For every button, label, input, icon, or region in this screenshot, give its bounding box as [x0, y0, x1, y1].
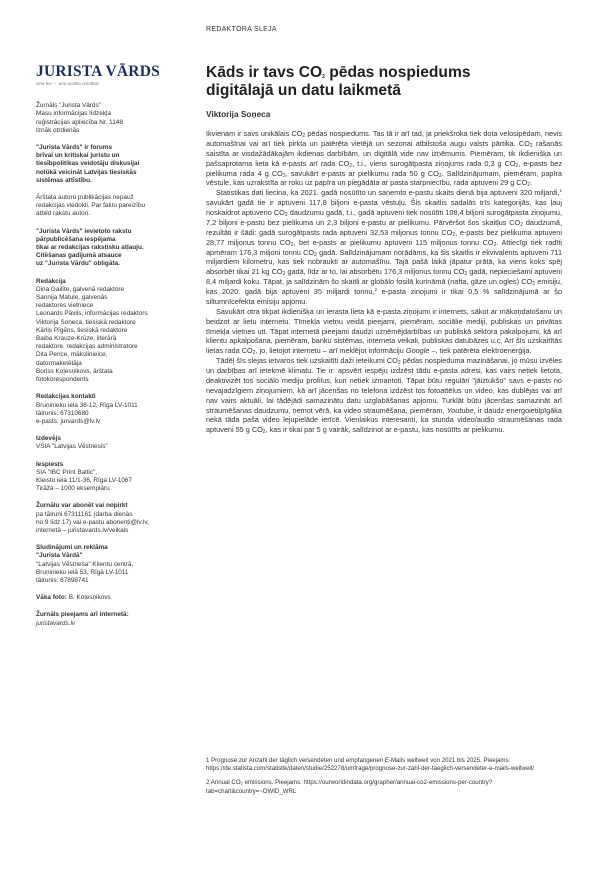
staff-line: Boriss Koļesņikovs, ārštata [36, 367, 113, 375]
cover-photo-label: Vāka foto: [36, 594, 67, 602]
opinion-line: atbild rakstu autori. [36, 210, 90, 218]
staff-line: Leonards Pāvils, informācijas redaktors [36, 310, 148, 318]
article-body [206, 129, 562, 435]
forum-line: brīvai un kritiskai juristu un [36, 152, 120, 160]
ads-line: "Latvijas Vēstneša" Klientu centrā, [36, 560, 134, 568]
publisher-line: VSIA "Latvijas Vēstnesis" [36, 443, 108, 451]
staff-line: Kārlis Pīgēns, tiesiskā redaktore [36, 326, 128, 334]
online-title: Žurnāls pieejams arī internetā: [36, 611, 129, 619]
staff-line: Viktorija Soņeca, tiesiskā redaktore [36, 318, 136, 326]
staff-line: Sannija Matule, galvenās [36, 294, 108, 302]
ads-line: "Jurista Vārdā" [36, 552, 83, 560]
forum-line: nolūkā veicināt Latvijas tiesiskās [36, 168, 137, 176]
paragraph: Savukārt otra tikpat ikdienišķa un ierasta lieta kā e-pasta ziņojumi ir internets, sākot ar mākoņdatošanu un beidzot ar lietu internetu. Tīmekļa vietņu veidā pieejami, piemēram, sociālie mediji, publiskas un privātas tīmekļa vietnes utt. Tāpat internetā pieejami daudzi uzņēmējdarbības un publiskā sektora pakalpojumi, kā arī klientu apkalpošana, piemēram, banku sistēmas, interneta veikali, publiskas datubāzes u.c. Arī šīs uzskaitītās lietas rada $CO_2$, jo, lietojot internetu – arī meklējot informāciju Google –, tiek patērēta elektroenerģija. [206, 306, 562, 357]
subscribe-line: internetā – juristavards.lv/veikals [36, 526, 129, 534]
forum-line: sistēmas attīstību. [36, 176, 92, 184]
staff-line: redaktore, redakcijas administratore [36, 343, 138, 351]
contact-email[interactable]: e-pasts: jurvards@lv.lv [36, 417, 101, 425]
subscribe-line: no 9 līdz 17) vai e-pastu abonenti@lv.lv, [36, 518, 149, 526]
article-title [206, 64, 562, 100]
staff-line: redaktores vietniece [36, 302, 94, 310]
contact-line: tālrunis: 67310680 [36, 409, 89, 417]
staff-line: Baiba Krauze-Krūze, literārā [36, 335, 117, 343]
staff-line: fotokorespondents [36, 376, 89, 384]
subscription-info [36, 502, 186, 535]
footnote-2: 2 Annual CO₂ emissions. Pieejams: https://ourworldindata.org/grapher/annual-co2-emissions-per-country?tab=chart&country=~OWID_WRL [206, 779, 493, 795]
section-label: REDAKTORA SLEJA [206, 26, 277, 33]
info-line: reģistrācijas apliecība Nr. 1148 [36, 118, 123, 126]
opinion-line: Ārštata autoru publikācijas nepauž [36, 194, 134, 202]
editorial-title: Redakcija [36, 277, 66, 285]
opinion-line: redakcijas viedokli. Par faktu pareizību [36, 202, 146, 210]
info-line: Iznāk otrdienās [36, 126, 80, 134]
copyright-notice [36, 228, 186, 269]
paragraph: Statistikas dati liecina, ka 2021. gadā nosūtīto un saņemto e-pastu skaits dienā bija aptuveni 320 miljardi,$^1$ savukārt gadā tie ir aptuveni 117,8 biljoni e-pasta vēstuļu. Šis skaitlis sadalās trīs kategorijās, kas ļauj noskaidrot aptuveno $CO_2$ daudzumu gadā, t.i., gadā aptuveni tiek nosūtīti 108,4 biljoni surogātpasta ziņojumu, 7,2 biljoni e-pastu bez pielikuma un 2,3 biljoni e-pastu ar pielikumu. Pārvēršot šos skaitļus $CO_2$ daudzumā, rezultāti ir šādi: gadā surogātpasts rada aptuveni 32,53 miljonus tonnu $CO_2$, e-pasts bez pielikuma aptuveni 28,77 miljonus tonnu $CO_2$, bet e-pasts ar pielikumu aptuveni 115 miljonus tonnu $CO_2$. Attiecīgi tiek radīti apmēram 176,3 miljoni tonnu $CO_2$ gadā. Salīdzinājumam norādāms, ka šis skaitlis ir ekvivalents aptuveni 711 miljardiem kilometru, kas tiek nobraukti ar automašīnu. Tajā pašā laikā jāpatur prātā, ka viens koks spēj absorbēt tikai 21 kg $CO_2$ gadā, līdz ar to, lai absorbētu 176,3 miljonus tonnu $CO_2$ gadā, nepieciešami aptuveni 8,4 miljardi koku. Tāpat, ja salīdzinām šo skaitli ar globālo fosilā kurināmā (nafta, gāze un ogles) $CO_2$ emisiju, kas 2020. gadā bija aptuveni 35 miljardi tonnu,$^2$ e-pasta ziņojumi ir tikai 0,5 % salīdzinājumā ar šo siltumnīcefekta emisiju apjomu. [206, 188, 563, 306]
online-availability [36, 611, 186, 627]
paragraph: Tādēļ šīs slejas ietvaros tiek uzskaitīti daži ieteikumi $CO_2$ pēdas nospieduma mazināšanai, jo mūsu izvēles un darbības arī ietekmē klimatu. Tie ir: apsvērt iespēju izdzēst tādu e-pasta adresi, kas vairs netiek lietota, deaktivizēt tos sociālo mediju profilus, kuri netiek izmantoti. Tāpat būtu regulāri "jāiztukšo" savs e-pasts no nevajadzīgiem ziņojumiem, kā arī jācenšas no telefona izdzēst tos fotoattēlus un video, kas dublējas vai arī nav vairs aktuāli, lai tādējādi samazinātu datu uzglabāšanas apjomu. Turklāt būtu jācenšas samazināt arī straumēšanas daudzumu, ņemot vērā, ka video straumēšana, piemēram, Youtube, ir daudz energoietilpīgāka nekā tāda paša video lejupielāde ierīcē. Vienlaikus interesanti, ka stunda video/audio straumēšanas rada aptuveni 55 g $CO_2$, kas ir tikai par 5 g vairāk, salīdzinot ar e-pastu, kas nosūtīts ar pielikumu. [206, 356, 562, 436]
printed-line: Tirāža – 1000 eksemplāru [36, 485, 110, 493]
copyright-line: tikai ar redakcijas rakstisku atļauju. [36, 244, 144, 252]
title-part: pēdas nospiedums [324, 64, 471, 81]
staff-line: datormaketētāja [36, 359, 82, 367]
copyright-line: pārpublicēšana iespējama [36, 235, 116, 243]
staff-line: Dina Gailīte, galvenā redaktore [36, 285, 125, 293]
cover-photo-name: B. Koļesņikovs [68, 594, 111, 602]
staff-line: Dita Pence, mākslinieice, [36, 351, 108, 359]
journal-info [36, 102, 186, 135]
title-part: Kāds ir tavs CO [206, 64, 323, 81]
online-url[interactable]: juristavards.lv [36, 619, 76, 627]
paragraph: Ikvienam ir savs unikālais $CO_2$ pēdas nospiedums. Tas tā ir arī tad, ja priekšroka tiek dota velosipēdam, nevis automašīnai vai arī tiek pirkta un patērēta vietējā un sezonai atbilstoša augu valsts pārtika. $CO_2$ rašanās saistīta ar visdažādākajām ikdienas darbībām, un digitālā vide nav izņēmums. Piemēram, tik ikdienišķa un pašsaprotama lieta kā e-pasts arī rada $CO_2$, t.i., viens surogātpasta ziņojums rada 0,3 g $CO_2$, e-pasts bez pielikuma rada 4 g $CO_2$, savukārt e-pasts ar pielikumu rada 50 g $CO_2$. Salīdzinājumam, piemēram, papīra vēstule, kas uzrakstīta ar roku uz papīra un piegādāta ar pasta starpniecību, rada aptuveni 29 g $CO_2$. [206, 129, 562, 189]
opinion-disclaimer [36, 194, 186, 219]
forum-line: "Jurista Vārds" ir forums [36, 144, 113, 152]
printed-title: Iespiests [36, 460, 64, 468]
forum-statement [36, 144, 186, 185]
ads-line: Bruņinieku ielā 53, Rīgā LV-1011 [36, 568, 129, 576]
printed-line: SIA "IBC Print Baltic", [36, 468, 98, 476]
subscribe-title: Žurnālu var abonēt vai nopirkt [36, 502, 128, 510]
logo-tagline: Una lex — una iustitia omnibus [36, 81, 100, 86]
ads-title: Sludinājumi un reklāma [36, 544, 108, 552]
footnotes [206, 757, 562, 802]
title-part: digitālajā un datu laikmetā [206, 82, 401, 99]
cover-photo-credit [36, 594, 186, 602]
logo: JURISTA VĀRDS [36, 63, 160, 80]
footnote-1: 1 Prognose zur Anzahl der täglich versendeten und empfangenen E-Mails weltweit von 2021 bis 2025. Pieejams: https://de.statista.com/statistik/daten/studie/252278/umfrage/prognose-zur-zahl-der-taeglich-versendeter-e-mails-weltweit/ [206, 757, 535, 773]
contact-line: Bruņinieku iela 36-12, Rīga LV-1011 [36, 401, 138, 409]
info-line: Masu informācijas līdzekļa [36, 110, 111, 118]
article-author: Viktorija Soņeca [206, 109, 271, 119]
contacts-title: Redakcijas kontakti [36, 393, 96, 401]
article [206, 64, 562, 435]
info-line: Žurnāls "Jurista Vārds" [36, 102, 101, 110]
subscribe-line: pa tālruni 67311161 (darba dienās [36, 510, 133, 518]
ads-info [36, 544, 186, 585]
copyright-line: Citēšanas gadījumā atsauce [36, 252, 122, 260]
printed-line: Kleistu iela 11/1-36, Rīga LV-1067 [36, 476, 133, 484]
publisher-title: Izdevējs [36, 435, 61, 443]
ads-line: tālrunis: 67898741 [36, 576, 89, 584]
copyright-line: "Jurista Vārds" ievietoto rakstu [36, 227, 132, 235]
copyright-line: uz "Jurista Vārdu" obligāta. [36, 260, 120, 268]
editorial-contacts [36, 393, 186, 426]
publisher [36, 435, 186, 451]
printer [36, 461, 186, 494]
editorial-staff [36, 278, 186, 385]
sidebar [36, 64, 186, 637]
title-subscript: 2 [322, 74, 325, 80]
forum-line: tiesībpolitikas veidotāju diskusijai [36, 160, 140, 168]
